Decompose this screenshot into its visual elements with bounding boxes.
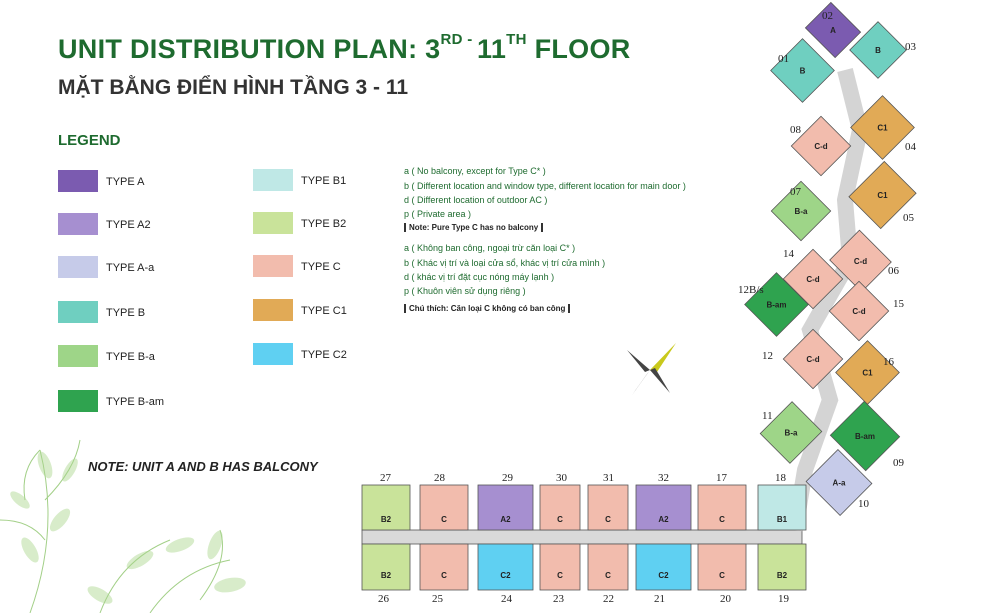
unit-number-tower-15: 10 [858, 498, 869, 510]
unit-code-top-5: A2 [658, 515, 669, 524]
unit-code-tower-15: A-a [832, 478, 846, 488]
unit-code-top-0: B2 [380, 515, 392, 524]
unit-number-tower-13: 11 [762, 410, 773, 422]
note-vi-3: p ( Khuôn viên sử dụng riêng ) [404, 286, 526, 296]
unit-number-tower-5: 07 [790, 186, 801, 198]
unit-number-top-0: 27 [380, 472, 391, 484]
unit-number-bottom-1: 25 [432, 593, 443, 605]
unit-code-tower-11: C-d [806, 355, 820, 364]
unit-number-tower-8: 06 [888, 265, 899, 277]
unit-number-top-2: 29 [502, 472, 513, 484]
unit-code-bottom-2: C2 [500, 571, 511, 580]
unit-code-tower-10: C-d [852, 307, 866, 316]
unit-number-top-5: 32 [658, 472, 669, 484]
unit-code-tower-13: B-a [784, 428, 798, 438]
unit-code-tower-1: B [875, 46, 881, 55]
unit-code-tower-12: C1 [862, 368, 873, 378]
note-vi-2: d ( khác vị trí đặt cục nóng máy lạnh ) [404, 272, 555, 282]
unit-code-tower-3: C-d [814, 142, 828, 151]
unit-code-bottom-4: C [605, 571, 611, 580]
unit-number-bottom-4: 22 [603, 593, 614, 605]
unit-number-tower-2: 01 [778, 53, 789, 65]
unit-bottom-5 [636, 544, 691, 590]
legend-label-4: TYPE B-a [106, 351, 155, 363]
unit-number-top-3: 30 [556, 472, 567, 484]
unit-number-bottom-2: 24 [501, 593, 512, 605]
legend-label-0: TYPE A [106, 176, 145, 188]
corridor-horizontal [362, 530, 802, 544]
unit-code-top-4: C [605, 515, 611, 524]
unit-number-tower-3: 08 [790, 124, 801, 136]
unit-number-bottom-0: 26 [378, 593, 389, 605]
unit-code-tower-4: C1 [877, 123, 888, 133]
unit-code-top-2: A2 [500, 515, 511, 524]
unit-code-tower-6: C1 [877, 191, 888, 200]
unit-number-tower-14: 09 [893, 457, 904, 469]
page-title: UNIT DISTRIBUTION PLAN: $3^{RD -}$ 11TH FLOOR [58, 31, 631, 64]
unit-number-tower-9: 12B/s [738, 284, 764, 296]
unit-number-tower-6: 05 [903, 212, 914, 224]
unit-number-top-6: 17 [716, 472, 727, 484]
note-en-3: p ( Private area ) [404, 209, 472, 219]
unit-code-top-7: B1 [776, 515, 788, 524]
note-en-2: d ( Different location of outdoor AC ) [404, 195, 548, 205]
unit-bottom-6 [698, 544, 746, 590]
unit-code-bottom-7: B2 [776, 571, 788, 580]
unit-code-tower-0: A [830, 26, 836, 35]
unit-bottom-3 [540, 544, 580, 590]
unit-number-tower-4: 04 [905, 141, 916, 153]
unit-number-tower-10: 15 [893, 298, 904, 310]
legend-label-10: TYPE C2 [301, 349, 347, 361]
unit-number-bottom-3: 23 [553, 593, 564, 605]
unit-code-tower-5: B-a [794, 207, 808, 216]
legend-label-3: TYPE B [106, 307, 146, 319]
legend-label-7: TYPE B2 [301, 218, 347, 230]
unit-code-top-1: C [441, 515, 447, 524]
unit-number-top-1: 28 [434, 472, 445, 484]
unit-bottom-7 [758, 544, 806, 590]
unit-number-tower-11: 12 [762, 350, 773, 362]
unit-number-tower-0: 02 [822, 10, 833, 22]
note-vi-1: b ( Khác vị trí và loại cửa sổ, khác vị trí cửa mình ) [404, 258, 606, 268]
unit-number-top-4: 31 [603, 472, 614, 484]
unit-code-bottom-1: C [441, 571, 447, 580]
unit-code-tower-8: C-d [806, 275, 820, 284]
note-en-1: b ( Different location and window type, different location for main door ) [404, 181, 686, 191]
note-vi-0: a ( Không ban công, ngoại trừ căn loại C* ) [404, 243, 576, 253]
unit-code-top-6: C [719, 515, 725, 524]
unit-bottom-0 [362, 544, 410, 590]
unit-number-tower-7: 14 [783, 248, 794, 260]
unit-number-bottom-6: 20 [720, 593, 731, 605]
unit-code-tower-9: B-am [766, 300, 787, 310]
unit-number-tower-1: 03 [905, 41, 916, 53]
page-subtitle: MẶT BẰNG ĐIỂN HÌNH TẦNG 3 - 11 [58, 76, 409, 99]
unit-code-bottom-6: C [719, 571, 725, 580]
note-en-box: Note: Pure Type C has no balcony [404, 223, 543, 232]
unit-bottom-4 [588, 544, 628, 590]
unit-bottom-2 [478, 544, 533, 590]
legend-label-1: TYPE A2 [106, 219, 151, 231]
unit-number-tower-12: 16 [883, 356, 894, 368]
note-vi-box: Chú thích: Căn loại C không có ban công [404, 304, 570, 313]
legend-label-8: TYPE C [301, 261, 341, 273]
unit-code-bottom-0: B2 [380, 571, 392, 580]
legend-title: LEGEND [58, 132, 121, 149]
legend-label-5: TYPE B-am [106, 396, 165, 408]
unit-code-tower-14: B-am [854, 432, 876, 441]
legend-label-2: TYPE A-a [106, 262, 155, 274]
unit-number-top-7: 18 [775, 472, 786, 484]
note-en-0: a ( No balcony, except for Type C* ) [404, 166, 546, 176]
unit-code-bottom-5: C2 [658, 571, 669, 580]
balcony-note: NOTE: UNIT A AND B HAS BALCONY [88, 459, 318, 474]
unit-bottom-1 [420, 544, 468, 590]
unit-code-top-3: C [557, 515, 563, 524]
legend-label-9: TYPE C1 [301, 305, 347, 317]
unit-code-bottom-3: C [557, 571, 563, 580]
legend-label-6: TYPE B1 [301, 175, 347, 187]
unit-number-bottom-5: 21 [654, 593, 665, 605]
unit-code-tower-2: B [799, 66, 806, 76]
unit-code-tower-7: C-d [853, 257, 868, 266]
unit-number-bottom-7: 19 [778, 593, 789, 605]
